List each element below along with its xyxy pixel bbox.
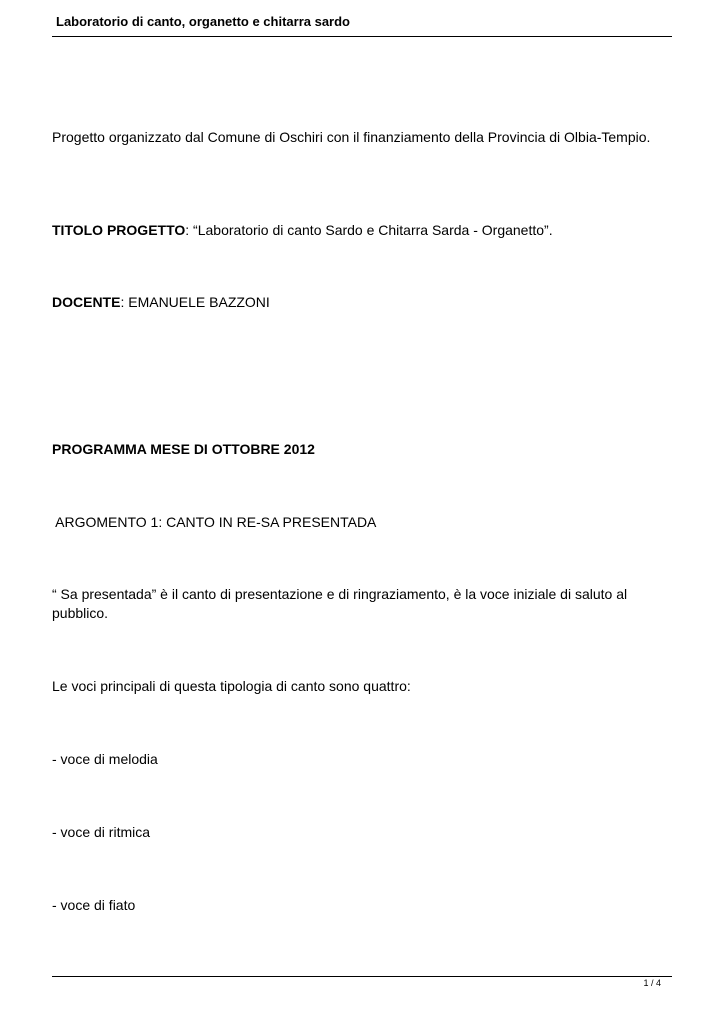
presentada-description: “ Sa presentada” è il canto di presentazione e di ringraziamento, è la voce iniziale di saluto al pubblico. [52, 586, 628, 621]
voices-intro: Le voci principali di questa tipologia di canto sono quattro: [52, 678, 411, 694]
teacher-value: : EMANUELE BAZZONI [120, 294, 270, 310]
project-title-line [52, 221, 672, 240]
teacher-label: DOCENTE [52, 294, 121, 310]
footer-divider [52, 976, 672, 977]
project-title-label: TITOLO PROGETTO [52, 222, 186, 238]
document-header-title: Laboratorio di canto, organetto e chitarra sardo [56, 14, 350, 29]
teacher-line [52, 293, 672, 312]
intro-paragraph: Progetto organizzato dal Comune di Oschiri con il finanziamento della Provincia di Olbia-Tempio. [52, 129, 651, 145]
project-title-value: : “Laboratorio di canto Sardo e Chitarra Sarda - Organetto”. [185, 222, 553, 238]
voice-item-breath: - voce di fiato [52, 897, 136, 913]
voice-item-rhythm: - voce di ritmica [52, 824, 151, 840]
header-divider [52, 36, 672, 37]
program-heading: PROGRAMMA MESE DI OTTOBRE 2012 [52, 441, 315, 457]
page-number: 1 / 4 [643, 978, 661, 988]
topic-heading: ARGOMENTO 1: CANTO IN RE-SA PRESENTADA [52, 514, 377, 530]
voice-item-melody: - voce di melodia [52, 751, 158, 767]
